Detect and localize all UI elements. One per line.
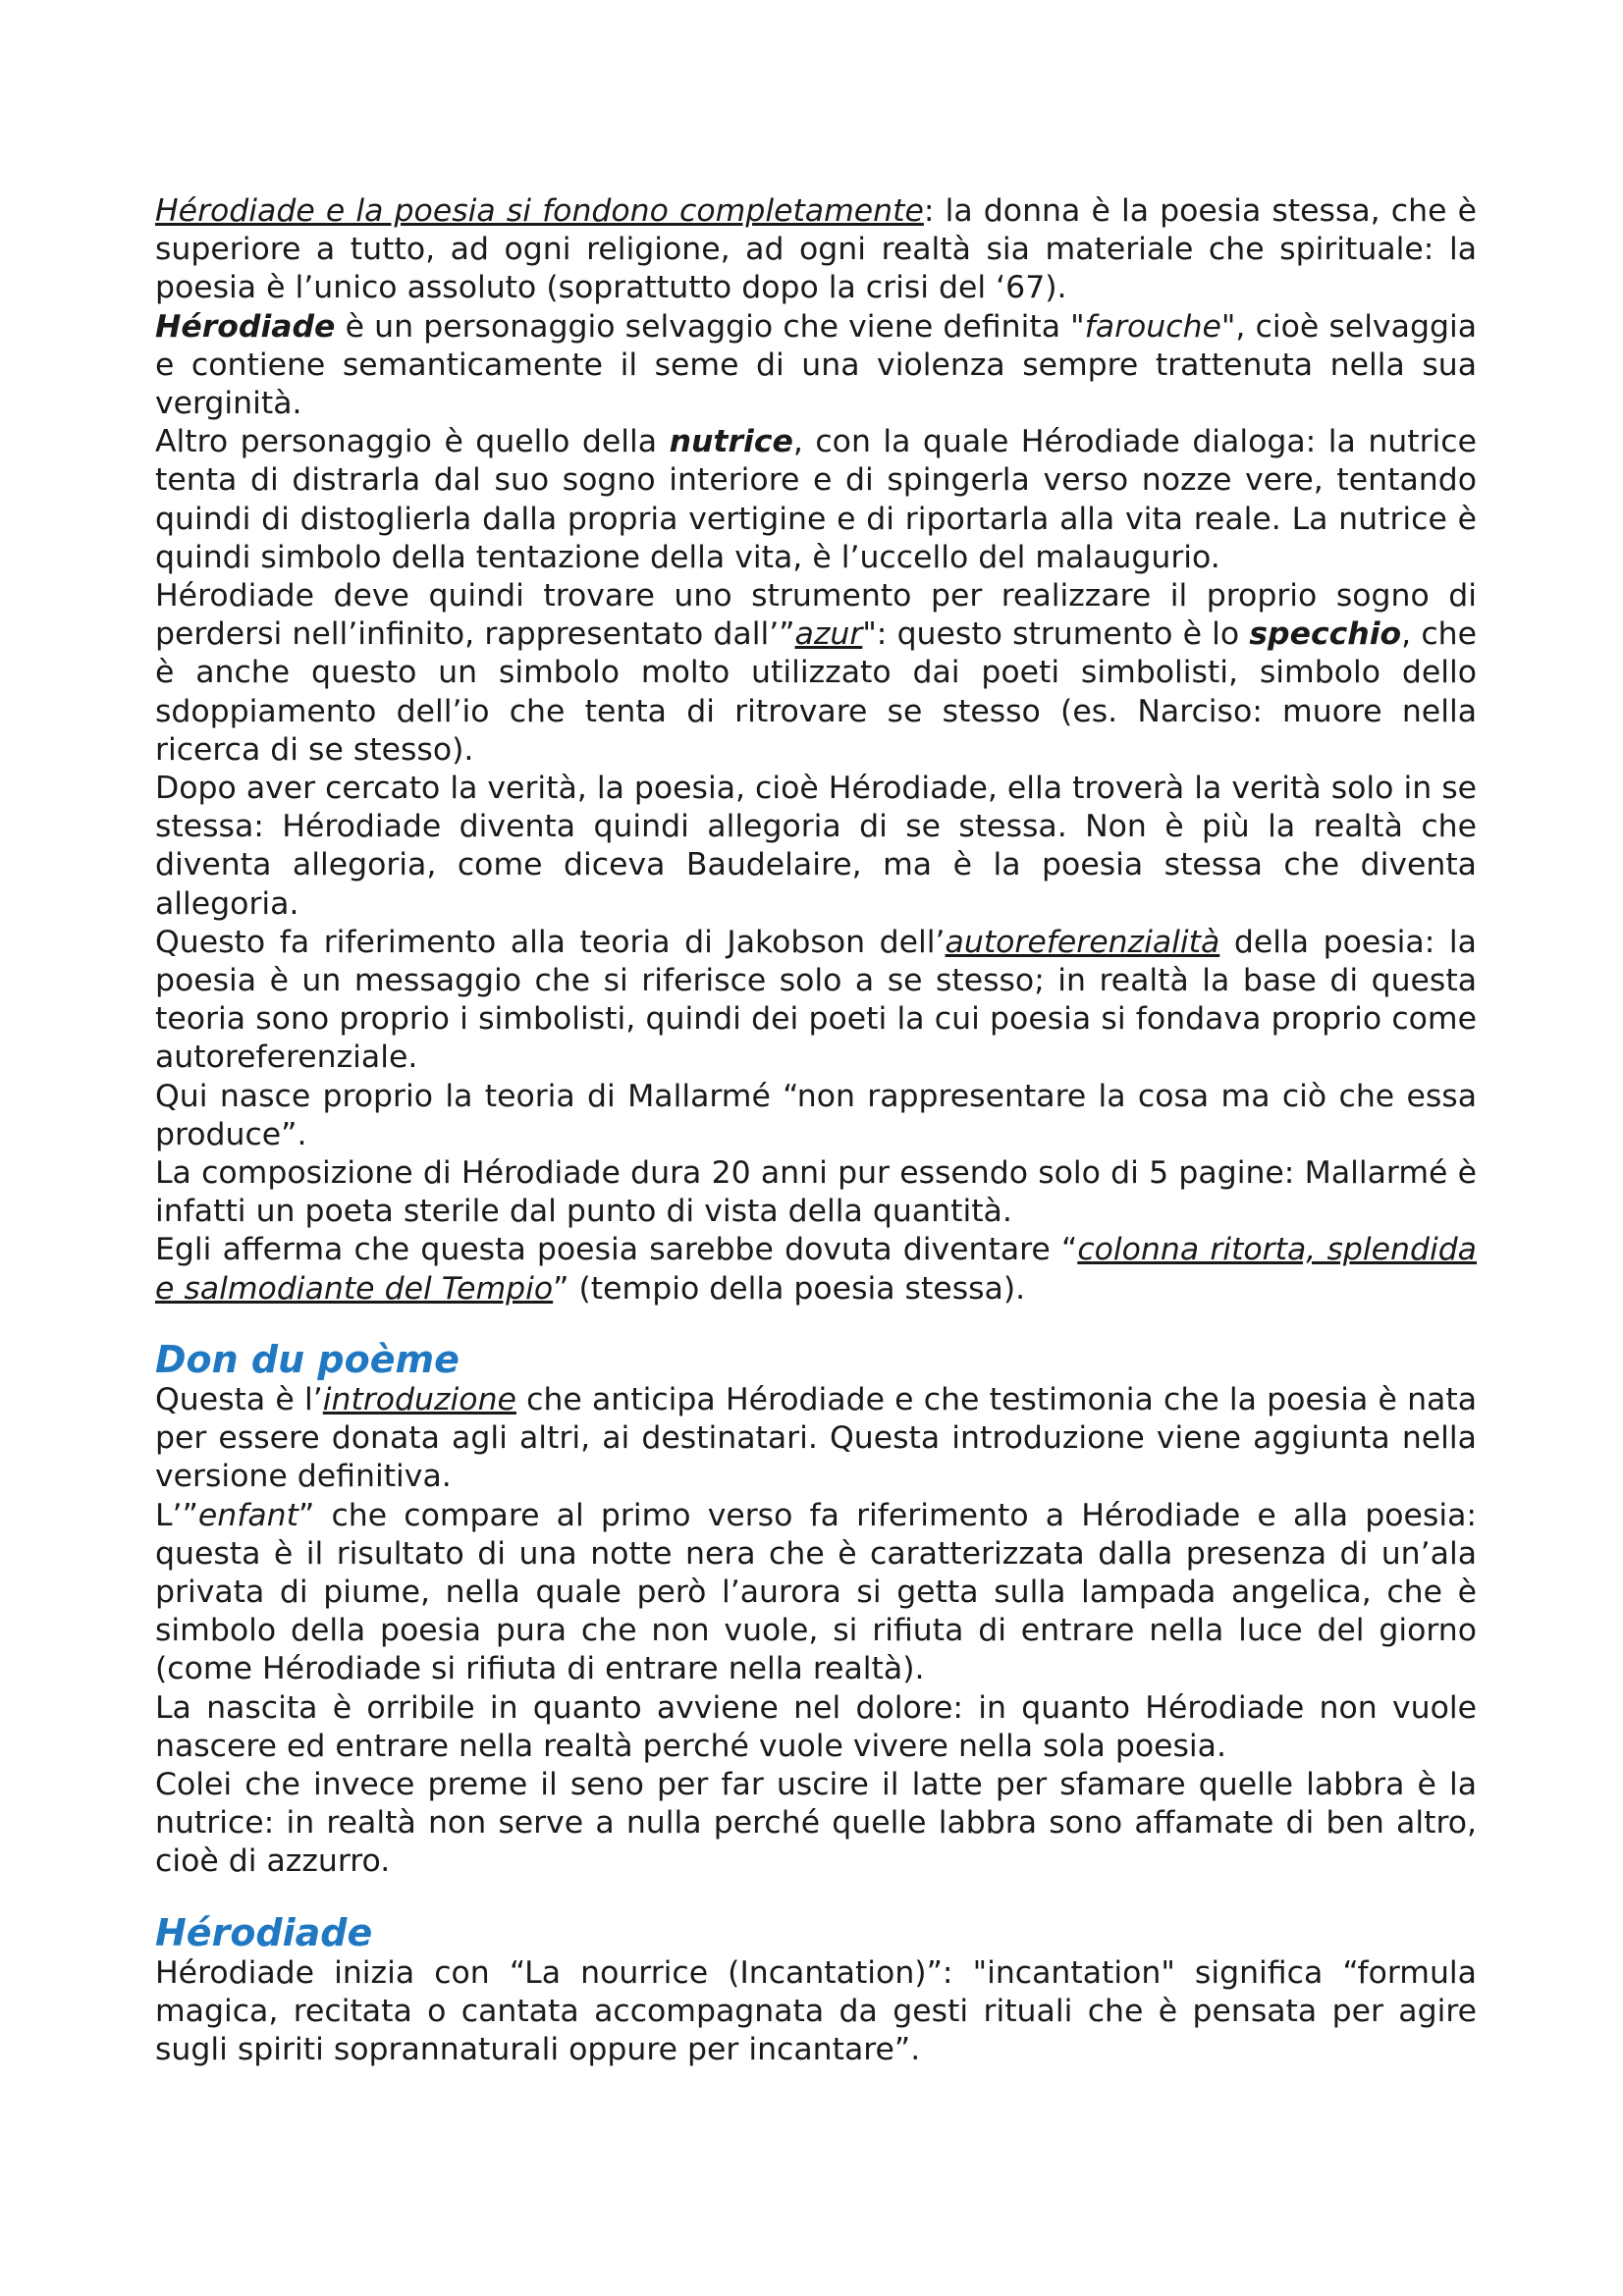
paragraph [155, 577, 1477, 770]
paragraph [155, 1497, 1477, 1689]
paragraph [155, 1231, 1477, 1308]
text-run: , con la quale Hérodiade dialoga: la nutrice tenta di distrarla dal suo sogno interiore e di spingerla verso nozze vere, tentando quindi di distoglierla dalla propria vertigine e di riportarla alla vita reale. La nutrice è quindi simbolo della tentazione della vita, è l’uccello del malaugurio. [155, 424, 1477, 575]
emphasized-term: autoreferenzialità [945, 924, 1220, 960]
text-run: della poesia: la poesia è un messaggio che si riferisce solo a se stesso; in realtà la base di questa teoria sono proprio i simbolisti, quindi dei poeti la cui poesia si fondava proprio come autoreferenziale. [155, 924, 1477, 1076]
paragraph [155, 423, 1477, 577]
text-run: ": questo strumento è lo [862, 616, 1250, 653]
paragraph [155, 308, 1477, 424]
text-run: Egli afferma che questa poesia sarebbe dovuta diventare “ [155, 1232, 1078, 1268]
emphasized-phrase: Hérodiade e la poesia si fondono completamente [155, 193, 924, 229]
paragraph: Hérodiade inizia con “La nourrice (Incantation)”: "incantation" significa “formula magica, recitata o cantata accompagnata da gesti rituali che è pensata per agire sugli spiriti soprannaturali oppure per incantare”. [155, 1954, 1477, 2067]
paragraph: La nascita è orribile in quanto avviene nel dolore: in quanto Hérodiade non vuole nascere ed entrare nella realtà perché vuole vivere nella sola poesia. [155, 1689, 1477, 1764]
text-run: : la donna è la poesia stessa, che è superiore a tutto, ad ogni religione, ad ogni realtà sia materiale che spirituale: la poesia è l’unico assoluto (soprattutto dopo la crisi del ‘67). [155, 193, 1477, 306]
bold-term: nutrice [669, 424, 793, 460]
emphasized-term: introduzione [322, 1381, 516, 1417]
text-run: Questa è l’ [155, 1381, 323, 1417]
paragraph: La composizione di Hérodiade dura 20 anni pur essendo solo di 5 pagine: Mallarmé è infatti un poeta sterile dal punto di vista della quantità. [155, 1155, 1477, 1230]
text-run: Questo fa riferimento alla teoria di Jakobson dell’ [155, 924, 946, 960]
text-run: , che è anche questo un simbolo molto utilizzato dai poeti simbolisti, simbolo dello sdoppiamento dell’io che tenta di ritrovare se stesso (es. Narciso: muore nella ricerca di se stesso). [155, 616, 1477, 768]
bold-term: Hérodiade [155, 308, 336, 345]
document-page [155, 192, 1477, 2069]
paragraph [155, 192, 1477, 308]
section-heading-herodiade: Hérodiade [155, 1910, 373, 1954]
paragraph: Qui nasce proprio la teoria di Mallarmé “non rappresentare la cosa ma ciò che essa produce”. [155, 1078, 1477, 1152]
paragraph: Dopo aver cercato la verità, la poesia, cioè Hérodiade, ella troverà la verità solo in se stessa: Hérodiade diventa quindi allegoria di se stessa. Non è più la realtà che diventa allegoria, come diceva Baudelaire, ma è la poesia stessa che diventa allegoria. [155, 771, 1477, 922]
paragraph: Colei che invece preme il seno per far uscire il latte per sfamare quelle labbra è la nutrice: in realtà non serve a nulla perché quelle labbra sono affamate di ben altro, cioè di azzurro. [155, 1766, 1477, 1880]
emphasized-term: azur [794, 616, 863, 653]
text-run: ” (tempio della poesia stessa). [553, 1270, 1026, 1307]
bold-term: specchio [1249, 616, 1402, 653]
text-run: è un personaggio selvaggio che viene definita " [335, 308, 1085, 345]
text-run: Hérodiade deve quindi trovare uno strumento per realizzare il proprio sogno di perdersi nell’infinito, rappresentato dall’” [155, 578, 1477, 653]
text-run: ", cioè selvaggia e contiene semanticamente il seme di una violenza sempre trattenuta nella sua verginità. [155, 308, 1477, 422]
text-run: che anticipa Hérodiade e che testimonia che la poesia è nata per essere donata agli altri, ai destinatari. Questa introduzione viene aggiunta nella versione definitiva. [155, 1381, 1477, 1495]
text-run: L’” [155, 1497, 198, 1533]
paragraph [155, 1381, 1477, 1497]
section-heading-don-du-poeme: Don du poème [155, 1337, 460, 1381]
emphasized-quote: colonna ritorta, splendida e salmodiante del Tempio [155, 1232, 1477, 1307]
italic-term: farouche [1084, 308, 1221, 345]
text-run: ” che compare al primo verso fa riferimento a Hérodiade e alla poesia: questa è il risultato di una notte nera che è caratterizzata dalla presenza di un’ala privata di piume, nella quale però l’aurora si getta sulla lampada angelica, che è simbolo della poesia pura che non vuole, si rifiuta di entrare nella luce del giorno (come Hérodiade si rifiuta di entrare nella realtà). [155, 1497, 1477, 1687]
text-run: Altro personaggio è quello della [155, 424, 670, 460]
paragraph [155, 924, 1477, 1078]
italic-term: enfant [197, 1497, 298, 1533]
